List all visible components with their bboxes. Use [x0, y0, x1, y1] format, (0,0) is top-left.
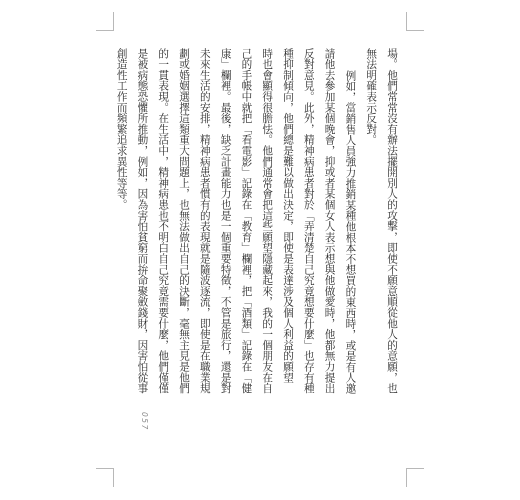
crop-mark-top-right-v — [406, 12, 407, 30]
text-column: 是被病態恐懼所推動，例如，因為害怕貧窮而拚命聚斂錢財，因害怕從事 — [136, 48, 149, 394]
text-column: 例如，當銷售人員強力推銷某種他根本不想買的東西時，或是有人邀 — [344, 70, 357, 395]
text-column: 請他去參加某個晚會，抑或者某個女人表示想與他做愛時，他都無力提出 — [323, 48, 336, 394]
text-column: 未來生活的安排，精神病患者慣有的表現就是隨波逐流，即使是在職業規 — [198, 48, 211, 394]
text-column: 的一貫表現。在生活中，精神病患也不明白自己究竟需要什麼，他們僅僅 — [157, 48, 170, 394]
text-column: 時也會顯得很膽怯。他們通常會把這些願望隱藏起來，我的一個朋友在自 — [261, 48, 274, 394]
text-column: 己的手帳中就把「看電影」記錄在「教育」欄裡，把「酒類」記錄在「健 — [240, 48, 253, 394]
crop-mark-top-left-h — [96, 30, 114, 31]
text-column: 場。他們常常沒有辦法擺開別人的攻擊，即使不願意順從他人的意願，也 — [386, 48, 398, 394]
crop-mark-top-left-v — [113, 12, 114, 30]
text-column: 反對意見。此外，精神病患者對於「弄清楚自己究竟想要什麼」也存有種 — [302, 48, 315, 394]
text-column: 無法明確表示反對。 — [365, 48, 378, 146]
text-column: 劃或婚姻選擇這類重大問題上，也無法做出自己的決斷，毫無主見是他們 — [178, 48, 191, 394]
vertical-text-body — [111, 48, 402, 395]
crop-mark-bottom-left-h — [96, 468, 114, 469]
text-column: 康」欄裡。最後，缺乏計畫能力也是一個重要特徵，不管是旅行，還是對 — [219, 48, 232, 394]
crop-mark-bottom-right-h — [406, 468, 424, 469]
text-column: 種抑制傾向，他們總是難以做出決定，即使是表達涉及個人利益的願望 — [282, 48, 295, 383]
crop-mark-top-right-h — [406, 30, 424, 31]
page-number: 057 — [140, 412, 149, 431]
crop-mark-bottom-left-v — [113, 469, 114, 487]
crop-mark-bottom-right-v — [406, 469, 407, 487]
text-column: 創造性工作而頻繁追求異性等等。 — [115, 48, 128, 210]
